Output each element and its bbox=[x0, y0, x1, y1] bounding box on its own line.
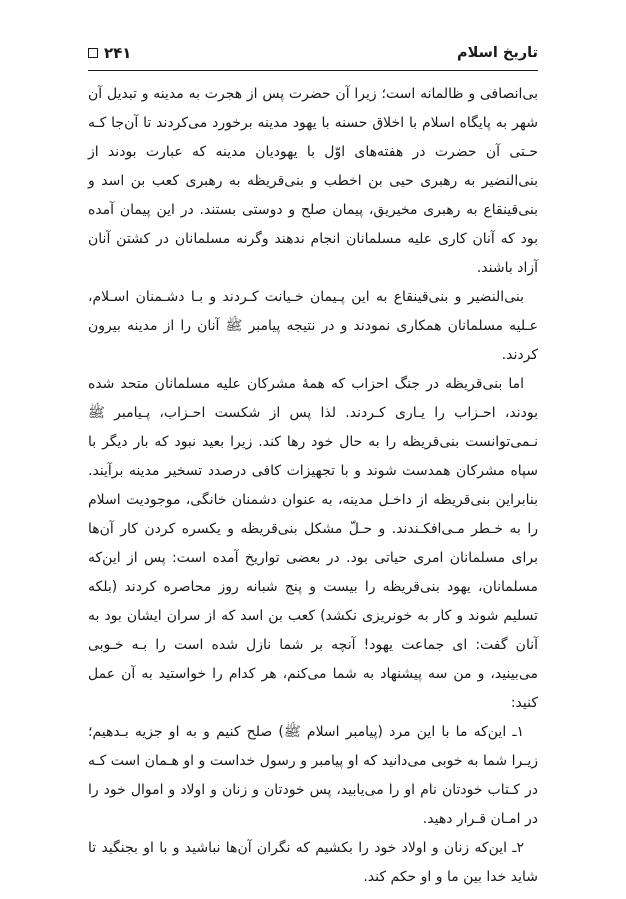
paragraph-2: بنی‌النضیر و بنی‌قینقاع به این پـیمان خـیانت کـردند و بـا دشـمنان اسـلام، عـلیه مسلمانان همکاری نمودند و در نتیجه پیامبر ﷺ آنان را از مدینه بیرون کردند. bbox=[88, 289, 538, 363]
running-header bbox=[88, 42, 538, 64]
page-number: ۲۴۱ bbox=[104, 44, 132, 62]
paragraph-1: بی‌انصافی و ظالمانه است؛ زیرا آن حضرت پس از هجرت به مدینه و تبدیل آن شهر به پایگاه اسلام با اخلاق حسنه با یهود مدینه برخورد می‌کردند تا آن‌جا کـه حـتی آن حضرت در هفته‌های اوّل با یهودیان مدینه که عبارت بودند از بنی‌النضیر به رهبری حیی بن اخطب و بنی‌قریظه به رهبری کعب بن اسد و بنی‌قینقاع به رهبری مخیریق، پیمان صلح و دوستی بستند. در این پیمان آمده بود که آنان کاری علیه مسلمانان انجام ندهند وگرنه مسلمانان در کشتن آنان آزاد باشند. bbox=[88, 86, 538, 276]
header-divider bbox=[88, 70, 538, 71]
paragraph-3: اما بنی‌قریظه در جنگ احزاب که همهٔ مشرکان علیه مسلمانان متحد شده بودند، احـزاب را یـاری کـردند. لذا پس از شکست احـزاب، پـیامبر ﷺ نـمی‌توانست بنی‌قریظه را به حال خود رها کند. زیرا بعید نبود که بار دیگر با سپاه مشرکان همدست شوند و با تجهیزات کافی درصدد تسخیر مدینه برآیند. بنابراین بنی‌قریظه از داخـل مدینه، به عنوان دشمنان خانگی، موجودیت اسلام را به خـطر مـی‌افکـندند. و حـلّ مشکل بنی‌قریظه و یکسره کردن کار آن‌ها برای مسلمانان امری حیاتی بود. در بعضی تواریخ آمده است: پس از این‌که مسلمانان، یهود بنی‌قریظه را بیست و پنج شبانه روز محاصره کردند (بلکه تسلیم شوند و کار به خونریزی نکشد) کعب بن اسد که از سران ایشان بود به آنان گفت: ای جماعت یهود! آنچه بر شما نازل شده است را بـه خـوبی می‌بینید، و من سه پیشنهاد به شما می‌کنم، هر کدام را خواستید به آن عمل کنید: bbox=[88, 376, 538, 711]
book-title: تاریخ اسلام bbox=[456, 45, 538, 61]
paragraph-5: ۲ـ این‌که زنان و اولاد خود را بکشیم که نگران آن‌ها نباشید و با او بجنگید تا شاید خدا بین ما و او حکم کند. bbox=[88, 840, 538, 885]
paragraph-4: ۱ـ این‌که ما با این مرد (پیامبر اسلام ﷺ) صلح کنیم و به او جزیه بـدهیم؛ زیـرا شما به خوبی می‌دانید که او پیامبر و رسول خداست و او هـمان است کـه در کـتاب خودتان نام او را می‌یابید، پس خودتان و زنان و اولاد و اموال خود را در امـان قـرار دهید. bbox=[88, 724, 538, 827]
page-body bbox=[88, 80, 538, 892]
square-box-icon bbox=[88, 48, 98, 58]
page-number-group bbox=[88, 44, 131, 62]
